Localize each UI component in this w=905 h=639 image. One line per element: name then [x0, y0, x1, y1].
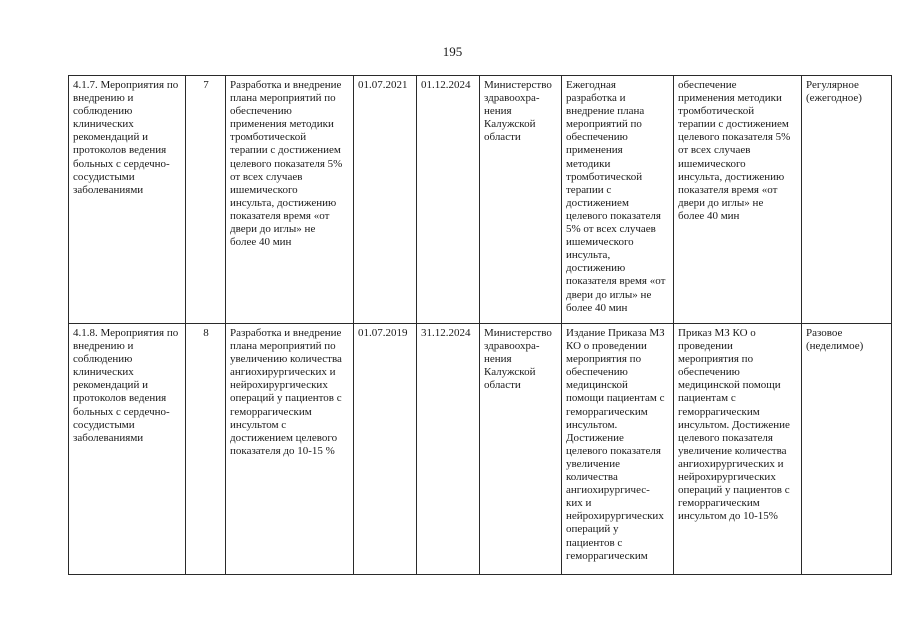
indicator-cell — [674, 76, 802, 324]
item-cell — [69, 76, 186, 324]
start-date: 01.07.2021 — [358, 79, 408, 91]
start-date-cell — [354, 324, 417, 575]
indicator-text: Приказ МЗ КО о проведении мероприятия по обеспечению медицинской помощи пациентам с геморрагическим инсультом. Достижение целевого показателя увеличение количества ангиохирургических и нейрохирургических операций у пациентов с геморрагическим инсультом до 10-15% — [678, 327, 790, 523]
end-date: 31.12.2024 — [421, 327, 471, 339]
indicator-cell — [674, 324, 802, 575]
responsible-cell — [480, 324, 562, 575]
responsible-text: Министерство здравоохра- нения Калужской области — [484, 79, 552, 144]
row-number: 7 — [203, 79, 209, 91]
end-date-cell — [417, 324, 480, 575]
item-cell — [69, 324, 186, 575]
activity-text: Разработка и внедрение плана мероприятий по обеспечению применения методики тромботической терапии с достижением целевого показателя 5% от всех случаев ишемического инсульта, достижению показателя время «от двери до иглы» не более 40 мин — [230, 79, 343, 249]
start-date: 01.07.2019 — [358, 327, 408, 339]
activity-cell — [226, 76, 354, 324]
result-text: Ежегодная разработка и внедрение плана мероприятий по обеспечению применения методики тромботической терапии с достижением целевого показателя 5% от всех случаев ишемического инсульта, достижению показателя время «от двери до иглы» не более 40 мин — [566, 79, 666, 314]
activity-text: Разработка и внедрение плана мероприятий по увеличению количества ангиохирургических и нейрохирургических операций у пациентов с геморрагическим инсультом с достижением целевого показателя до 10-15 % — [230, 327, 342, 457]
number-cell — [186, 76, 226, 324]
periodicity-cell — [802, 76, 892, 324]
result-cell — [562, 324, 674, 575]
item-text: 4.1.7. Мероприятия по внедрению и соблюдению клинических рекомендаций и протоколов ведения больных с сердечно- сосудистыми заболеваниями — [73, 79, 179, 196]
start-date-cell — [354, 76, 417, 324]
table-row — [69, 76, 892, 324]
activity-cell — [226, 324, 354, 575]
measures-table — [68, 75, 892, 575]
periodicity-text: Регулярное (ежегодное) — [806, 79, 862, 105]
end-date-cell — [417, 76, 480, 324]
periodicity-cell — [802, 324, 892, 575]
page-number: 195 — [442, 44, 463, 59]
result-text: Издание Приказа МЗ КО о проведении мероприятия по обеспечению медицинской помощи пациентам с геморрагическим инсультом. Достижение целевого показателя увеличение количества ангиохирургичес- ких и нейрохирургических операций у пациентов с геморрагическим — [566, 327, 665, 562]
periodicity-text: Разовое (неделимое) — [806, 327, 864, 353]
responsible-cell — [480, 76, 562, 324]
item-text: 4.1.8. Мероприятия по внедрению и соблюдению клинических рекомендаций и протоколов ведения больных с сердечно- сосудистыми заболеваниями — [73, 327, 179, 444]
indicator-text: обеспечение применения методики тромботической терапии с достижением целевого показателя 5% от всех случаев ишемического инсульта, достижению показателя время «от двери до иглы» не более 40 мин — [678, 79, 791, 222]
number-cell — [186, 324, 226, 575]
table-row — [69, 324, 892, 575]
row-number: 8 — [203, 327, 209, 339]
result-cell — [562, 76, 674, 324]
end-date: 01.12.2024 — [421, 79, 471, 91]
responsible-text: Министерство здравоохра- нения Калужской области — [484, 327, 552, 392]
